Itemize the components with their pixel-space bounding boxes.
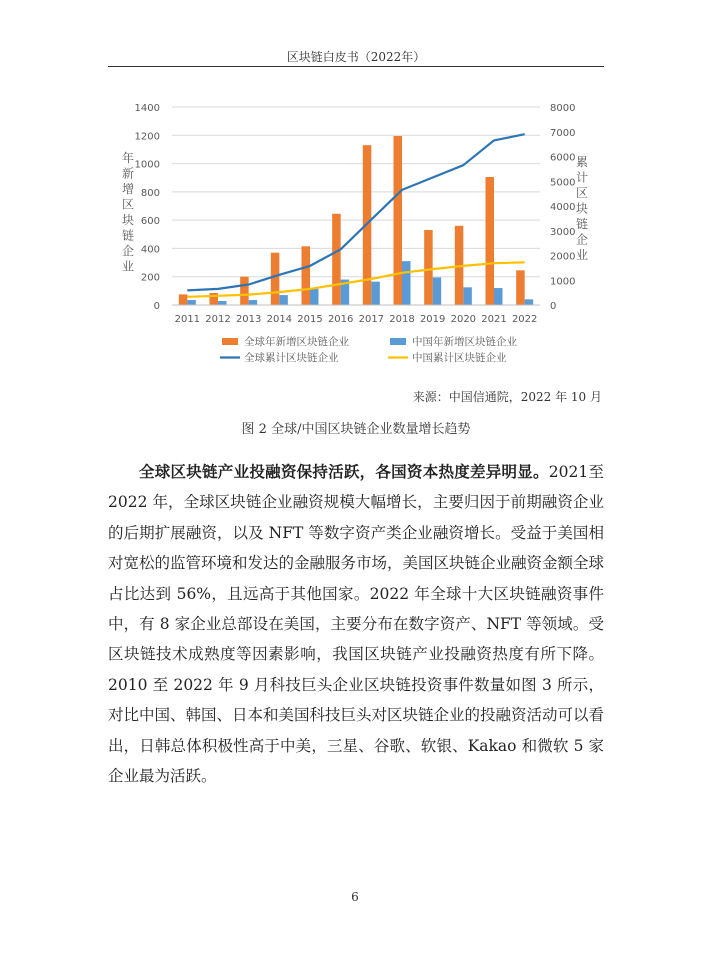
- chart-legend: [220, 335, 517, 364]
- bar-global-new: [271, 253, 280, 305]
- page-header-title: 区块链白皮书（2022年）: [286, 50, 426, 64]
- legend-label: 中国累计区块链企业: [412, 352, 507, 364]
- chart-source: 来源：中国信通院，2022 年 10 月: [412, 390, 602, 404]
- bar-china-new: [433, 277, 442, 305]
- y-left-tick-label: 1400: [134, 103, 160, 114]
- y-right-tick-label: 3000: [550, 226, 576, 238]
- y-left-tick-label: 800: [140, 187, 160, 199]
- paragraph-body: 2021至 2022 年，全球区块链企业融资规模大幅增长，主要归因于前期融资企业的后期扩展融资，以及 NFT 等数字资产类企业融资增长。受益于美国相对宽松的监管环境和发达的金融服务市场，美国区块链企业融资金额全球占比达到 56%，且远高于其他国家。2022 年全球十大区块链融资事件中，有 8 家企业总部设在美国，主要分布在数字资产、NFT 等领域。受区块链技术成熟度等因素影响，我国区块链产业投融资热度有所下降。2010 至 2022 年 9 月科技巨头企业区块链投资事件数量如图 3 所示，对比中国、韩国、日本和美国科技巨头对区块链企业的投融资活动可以看出，日韩总体积极性高于中美，三星、谷歌、软银、Kakao 和微软 5 家企业最为活跃。: [108, 463, 605, 786]
- bar-china-new: [310, 289, 319, 305]
- bar-global-new: [240, 277, 249, 305]
- x-tick-label: 2021: [481, 314, 507, 325]
- axis-label-char: 块: [121, 213, 135, 227]
- growth-chart: [0, 0, 710, 385]
- y-left-tick-label: 200: [140, 272, 160, 284]
- x-tick-label: 2013: [235, 314, 262, 325]
- axis-label-char: 年: [121, 151, 135, 165]
- y-right-tick-label: 0: [550, 301, 557, 312]
- bar-global-new: [332, 214, 341, 305]
- legend-swatch: [390, 338, 406, 345]
- x-tick-label: 2016: [327, 314, 354, 325]
- x-tick-label: 2011: [174, 314, 201, 325]
- bar-china-new: [187, 300, 196, 305]
- legend-label: 全球累计区块链企业: [244, 352, 339, 364]
- axis-label-char: 链: [121, 228, 135, 243]
- y-left-tick-label: 1200: [134, 131, 160, 143]
- x-tick-label: 2022: [511, 314, 538, 325]
- legend-label: 全球年新增区块链企业: [244, 336, 349, 348]
- chart-lines: [187, 134, 524, 297]
- bar-china-new: [525, 299, 534, 305]
- x-tick-label: 2014: [266, 314, 293, 325]
- x-tick-label: 2019: [419, 314, 446, 325]
- line-china-cumulative: [187, 262, 524, 296]
- axis-label-char: 企: [121, 244, 135, 258]
- y-right-tick-label: 2000: [550, 251, 576, 263]
- y-right-tick-label: 6000: [550, 152, 576, 164]
- y-right-tick-label: 5000: [550, 177, 576, 189]
- bar-global-new: [424, 230, 433, 305]
- bar-china-new: [218, 301, 227, 305]
- bar-china-new: [402, 261, 411, 305]
- x-tick-label: 2020: [450, 314, 477, 325]
- y-left-axis-label: [122, 150, 134, 274]
- y-right-tick-label: 8000: [550, 103, 576, 114]
- axis-label-char: 计: [575, 170, 589, 185]
- axis-label-char: 区: [575, 186, 589, 200]
- body-paragraph: [108, 457, 604, 791]
- y-right-tick-label: 7000: [550, 127, 576, 139]
- figure-caption: 图 2 全球/中国区块链企业数量增长趋势: [241, 422, 471, 437]
- bar-china-new: [463, 287, 472, 305]
- bar-china-new: [494, 288, 503, 305]
- bar-global-new: [516, 270, 525, 305]
- y-left-tick-label: 1000: [134, 159, 160, 171]
- axis-label-char: 企: [575, 232, 589, 247]
- bar-china-new: [371, 282, 380, 305]
- y-right-tick-label: 4000: [550, 202, 576, 213]
- bar-global-new: [302, 246, 311, 305]
- y-left-tick-label: 600: [140, 216, 160, 228]
- y-right-tick-label: 1000: [550, 276, 576, 288]
- axis-label-char: 链: [575, 217, 589, 231]
- y-left-tick-label: 0: [153, 301, 160, 312]
- x-tick-label: 2018: [389, 314, 415, 325]
- bar-global-new: [486, 177, 495, 305]
- bar-global-new: [179, 294, 188, 305]
- axis-label-char: 业: [121, 259, 135, 274]
- line-global-cumulative: [187, 134, 524, 290]
- bar-global-new: [394, 136, 403, 305]
- x-tick-label: 2012: [205, 314, 231, 325]
- legend-label: 中国年新增区块链企业: [412, 336, 517, 348]
- page-number: 6: [351, 890, 359, 904]
- bar-china-new: [249, 300, 258, 305]
- x-tick-label: 2017: [358, 314, 385, 325]
- bar-china-new: [279, 295, 288, 305]
- axis-label-char: 块: [575, 201, 589, 216]
- axis-label-char: 新: [121, 166, 135, 181]
- axis-label-char: 区: [121, 197, 135, 212]
- chart-gridlines: [172, 107, 540, 277]
- paragraph-lead: 全球区块链产业投融资保持活跃，各国资本热度差异明显。: [139, 463, 549, 481]
- axis-label-char: 累: [575, 155, 589, 169]
- axis-label-char: 增: [121, 182, 135, 196]
- x-tick-label: 2015: [297, 314, 323, 325]
- axis-label-char: 业: [575, 248, 589, 262]
- y-left-tick-label: 400: [140, 244, 160, 256]
- y-right-axis-label: [576, 155, 588, 262]
- legend-swatch: [222, 338, 238, 345]
